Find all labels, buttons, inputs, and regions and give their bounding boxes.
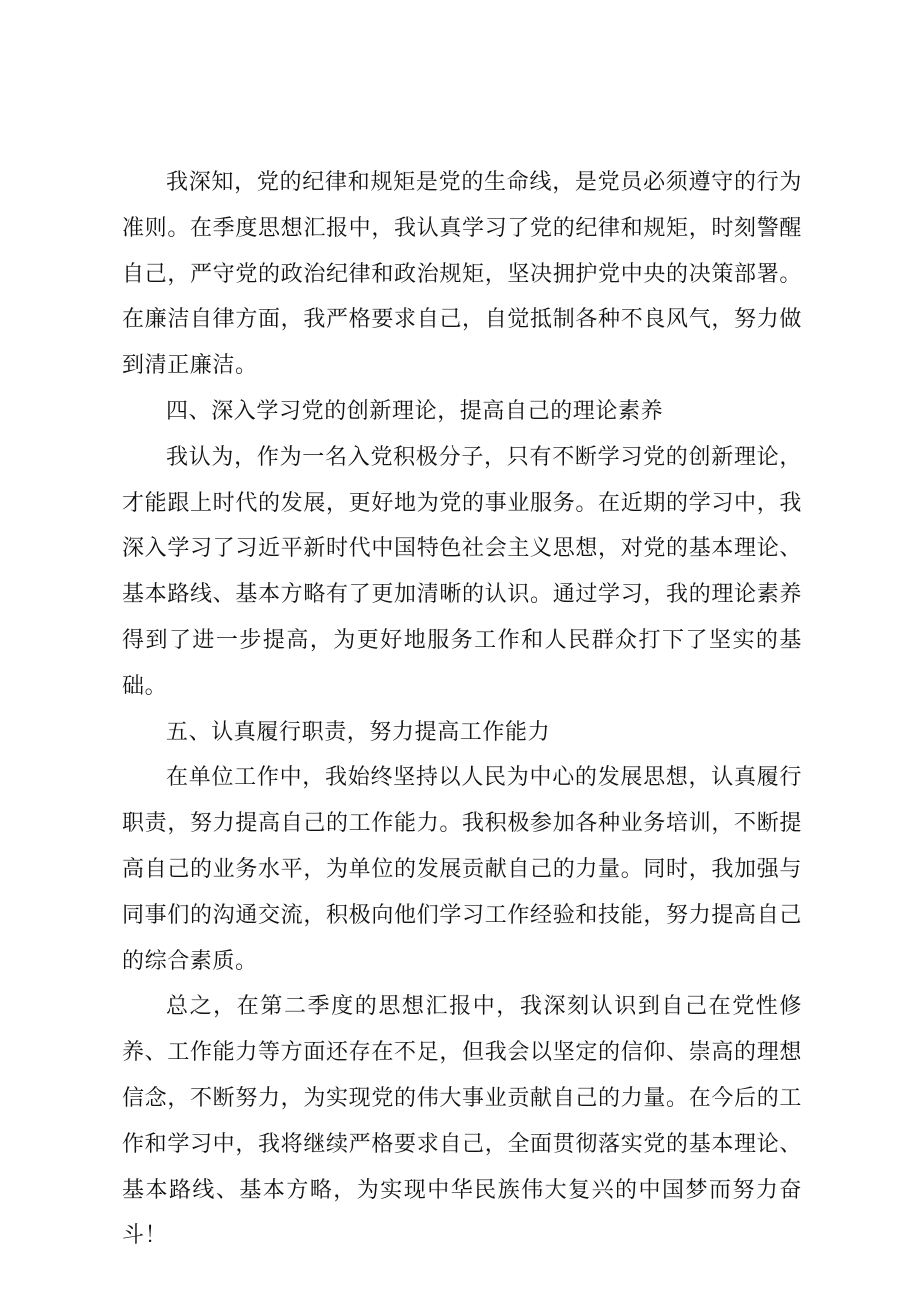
paragraph-conclusion: 总之，在第二季度的思想汇报中，我深刻认识到自己在党性修养、工作能力等方面还存在不足，但我会以坚定的信仰、崇高的理想信念，不断努力，为实现党的伟大事业贡献自己的力量。在今后的工作和学习中，我将继续严格要求自己，全面贯彻落实党的基本理论、基本路线、基本方略，为实现中华民族伟大复兴的中国梦而努力奋斗！ bbox=[122, 994, 802, 1249]
section-heading-five: 五、认真履行职责，努力提高工作能力 bbox=[166, 719, 551, 745]
paragraph-work-duties: 在单位工作中，我始终坚持以人民为中心的发展思想，认真履行职责，努力提高自己的工作能力。我积极参加各种业务培训，不断提高自己的业务水平，为单位的发展贡献自己的力量。同时，我加强与同事们的沟通交流，积极向他们学习工作经验和技能，努力提高自己的综合素质。 bbox=[122, 765, 802, 974]
section-heading-four: 四、深入学习党的创新理论，提高自己的理论素养 bbox=[166, 398, 664, 424]
document-body bbox=[122, 160, 802, 1259]
paragraph-theory-study: 我认为，作为一名入党积极分子，只有不断学习党的创新理论，才能跟上时代的发展，更好地为党的事业服务。在近期的学习中，我深入学习了习近平新时代中国特色社会主义思想，对党的基本理论、基本路线、基本方略有了更加清晰的认识。通过学习，我的理论素养得到了进一步提高，为更好地服务工作和人民群众打下了坚实的基础。 bbox=[122, 444, 802, 699]
paragraph-discipline: 我深知，党的纪律和规矩是党的生命线，是党员必须遵守的行为准则。在季度思想汇报中，我认真学习了党的纪律和规矩，时刻警醒自己，严守党的政治纪律和政治规矩，坚决拥护党中央的决策部署。在廉洁自律方面，我严格要求自己，自觉抵制各种不良风气，努力做到清正廉洁。 bbox=[122, 170, 802, 379]
